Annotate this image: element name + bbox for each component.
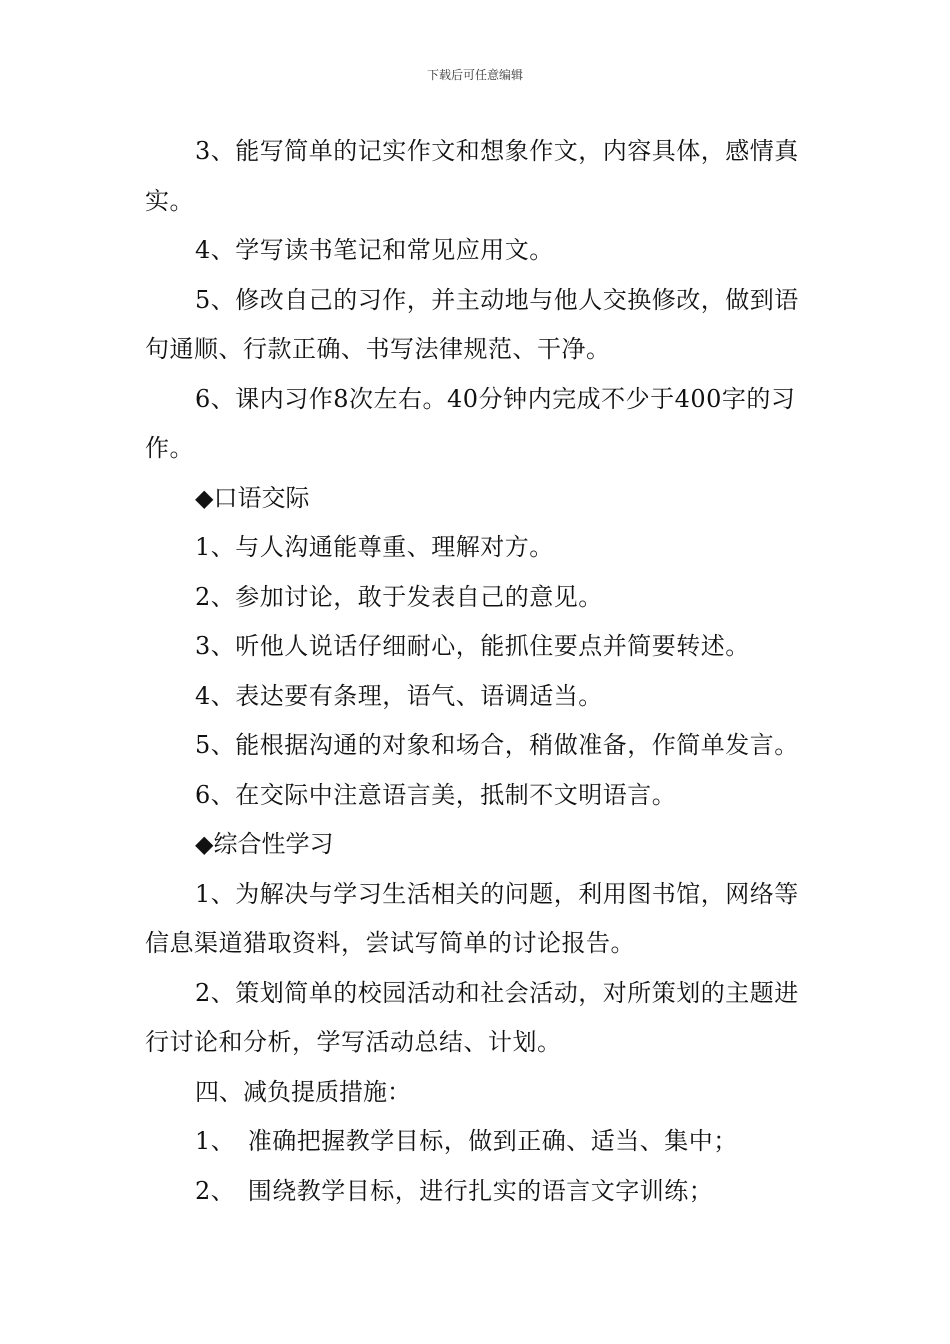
paragraph-writing-3: 3、能写简单的记实作文和想象作文，内容具体，感情真实。 xyxy=(145,137,799,215)
paragraph-comprehensive-1: 1、为解决与学习生活相关的问题，利用图书馆，网络等信息渠道猎取资料，尝试写简单的讨论报告。 xyxy=(145,879,799,957)
paragraph-oral-3: 3、听他人说话仔细耐心，能抓住要点并简要转述。 xyxy=(195,632,750,660)
paragraph-writing-5: 5、修改自己的习作，并主动地与他人交换修改，做到语句通顺、行款正确、书写法律规范、干净。 xyxy=(145,285,799,363)
paragraph-writing-6: 6、课内习作8次左右。40分钟内完成不少于400字的习作。 xyxy=(145,384,796,462)
paragraph-measures-1: 1、 准确把握教学目标，做到正确、适当、集中； xyxy=(195,1127,738,1155)
paragraph-oral-1: 1、与人沟通能尊重、理解对方。 xyxy=(195,533,554,561)
paragraph-oral-2: 2、参加讨论，敢于发表自己的意见。 xyxy=(195,582,603,611)
paragraph-writing-4: 4、学写读书笔记和常见应用文。 xyxy=(195,236,554,264)
section-heading-oral: ◆口语交际 xyxy=(195,483,310,512)
section-heading-comprehensive: ◆综合性学习 xyxy=(195,830,334,858)
header-note: 下载后可任意编辑 xyxy=(426,68,523,82)
paragraph-measures-2: 2、 围绕教学目标，进行扎实的语言文字训练； xyxy=(195,1176,714,1205)
document-body xyxy=(145,127,807,1216)
paragraph-comprehensive-2: 2、策划简单的校园活动和社会活动，对所策划的主题进行讨论和分析，学写活动总结、计划。 xyxy=(145,978,799,1056)
paragraph-oral-5: 5、能根据沟通的对象和场合，稍做准备，作简单发言。 xyxy=(195,731,799,759)
section-heading-measures: 四、减负提质措施： xyxy=(195,1077,411,1106)
paragraph-oral-6: 6、在交际中注意语言美，抵制不文明语言。 xyxy=(195,780,677,809)
paragraph-oral-4: 4、表达要有条理，语气、语调适当。 xyxy=(195,681,603,710)
